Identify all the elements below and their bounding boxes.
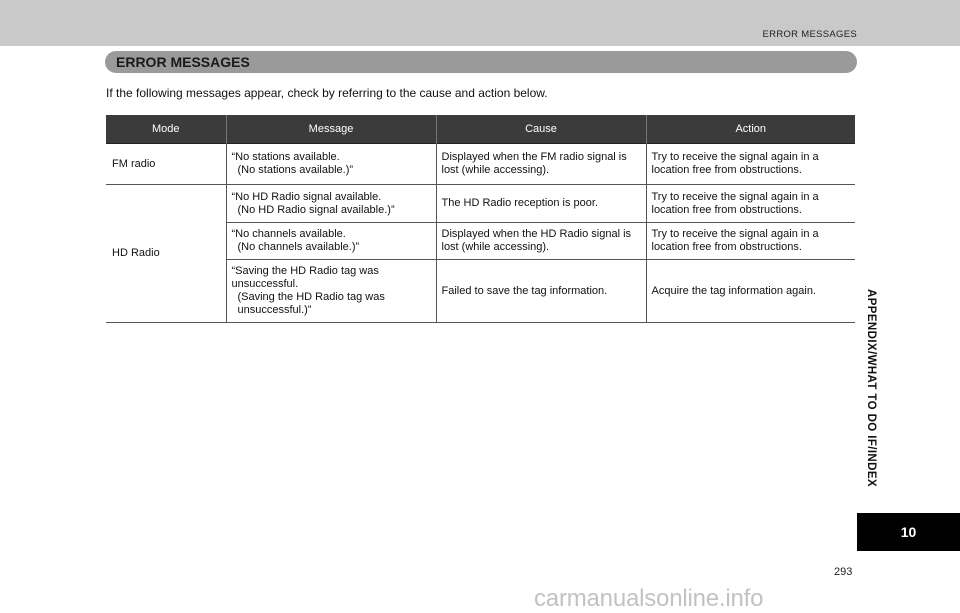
message-cell <box>226 185 436 223</box>
message-line: (No channels available.)” <box>237 241 360 253</box>
message-line: “Saving the HD Radio tag was unsuccessful. <box>231 265 379 290</box>
cause-cell: Displayed when the FM radio signal is lost (while accessing). <box>436 144 646 185</box>
column-header-action: Action <box>646 115 855 144</box>
mode-cell: HD Radio <box>106 185 226 323</box>
column-header-cause: Cause <box>436 115 646 144</box>
message-cell <box>226 223 436 260</box>
action-cell: Try to receive the signal again in a location free from obstructions. <box>646 223 855 260</box>
message-line: (No stations available.)” <box>237 164 354 176</box>
intro-text: If the following messages appear, check by referring to the cause and action below. <box>106 86 548 100</box>
message-cell <box>226 144 436 185</box>
running-head: ERROR MESSAGES <box>762 29 857 40</box>
mode-cell: FM radio <box>106 144 226 185</box>
side-section-label: APPENDIX/WHAT TO DO IF/INDEX <box>865 289 877 487</box>
cause-cell: The HD Radio reception is poor. <box>436 185 646 223</box>
chapter-tab[interactable]: 10 <box>857 513 960 551</box>
message-line: “No channels available. <box>231 228 346 240</box>
table-row <box>106 144 855 185</box>
error-messages-table <box>106 115 855 323</box>
message-line: “No HD Radio signal available. <box>231 190 382 203</box>
action-cell: Try to receive the signal again in a location free from obstructions. <box>646 185 855 223</box>
column-header-message: Message <box>226 115 436 144</box>
action-cell: Try to receive the signal again in a location free from obstructions. <box>646 144 855 185</box>
message-cell <box>226 260 436 323</box>
watermark: carmanualsonline.info <box>534 585 764 612</box>
table-header-row <box>106 115 855 144</box>
message-line: “No stations available. <box>231 151 340 163</box>
page-number: 293 <box>834 566 853 578</box>
action-cell: Acquire the tag information again. <box>646 260 855 323</box>
section-title: ERROR MESSAGES <box>116 54 250 70</box>
cause-cell: Failed to save the tag information. <box>436 260 646 323</box>
column-header-mode: Mode <box>106 115 226 144</box>
cause-cell: Displayed when the HD Radio signal is lost (while accessing). <box>436 223 646 260</box>
message-line: (Saving the HD Radio tag was unsuccessful.)” <box>237 291 385 316</box>
message-line: (No HD Radio signal available.)” <box>237 203 395 216</box>
table-row <box>106 185 855 223</box>
